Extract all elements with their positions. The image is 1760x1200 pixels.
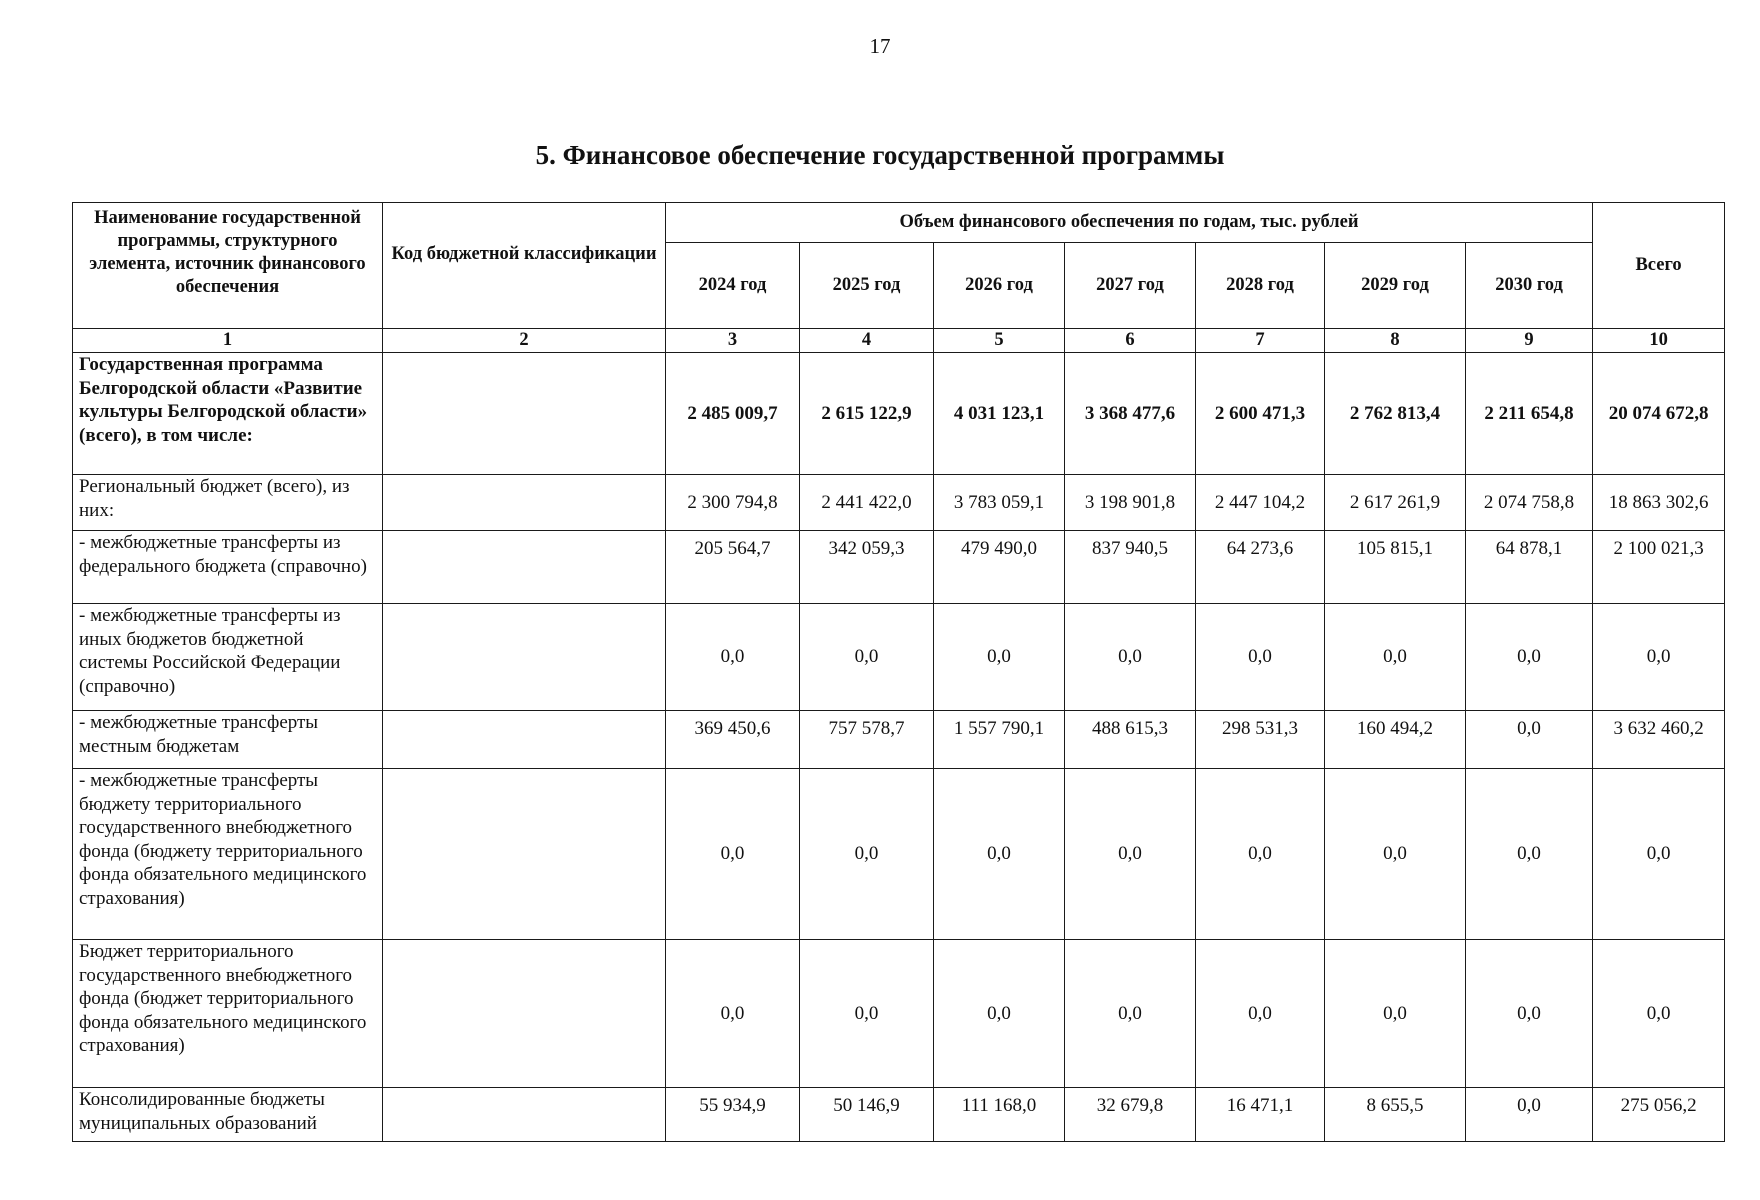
table-row-program-total — [73, 353, 1725, 475]
header-total: Всего — [1593, 203, 1725, 329]
page-number: 17 — [869, 34, 891, 58]
column-number: 6 — [1065, 329, 1196, 353]
value-2029: 0,0 — [1325, 940, 1466, 1088]
value-2029: 2 617 261,9 — [1325, 475, 1466, 531]
table-row-federal-transfers — [73, 531, 1725, 604]
row-code — [383, 1088, 666, 1142]
value-2027: 837 940,5 — [1065, 531, 1196, 604]
value-2030: 0,0 — [1466, 711, 1593, 769]
value-2024: 369 450,6 — [666, 711, 800, 769]
row-name: Бюджет территориального государственного внебюджетного фонда (бюджет территориального фонда обязательного медицинского страхования) — [73, 940, 383, 1088]
column-number-row — [73, 329, 1725, 353]
value-2028: 298 531,3 — [1196, 711, 1325, 769]
row-name: - межбюджетные трансферты местным бюджетам — [73, 711, 383, 769]
value-2026: 3 783 059,1 — [934, 475, 1065, 531]
value-2030: 2 211 654,8 — [1466, 353, 1593, 475]
value-2026: 0,0 — [934, 940, 1065, 1088]
table-row-regional-budget — [73, 475, 1725, 531]
header-year: 2027 год — [1065, 243, 1196, 329]
column-number: 4 — [800, 329, 934, 353]
value-2025: 0,0 — [800, 604, 934, 711]
financing-table — [72, 202, 1725, 1142]
value-2029: 0,0 — [1325, 604, 1466, 711]
header-volume: Объем финансового обеспечения по годам, тыс. рублей — [666, 203, 1593, 243]
value-2025: 342 059,3 — [800, 531, 934, 604]
table-row-local-budget-transfers — [73, 711, 1725, 769]
column-number: 8 — [1325, 329, 1466, 353]
header-year: 2024 год — [666, 243, 800, 329]
value-2030: 2 074 758,8 — [1466, 475, 1593, 531]
value-2028: 0,0 — [1196, 940, 1325, 1088]
value-2026: 0,0 — [934, 604, 1065, 711]
value-total: 20 074 672,8 — [1593, 353, 1725, 475]
row-code — [383, 604, 666, 711]
row-code — [383, 353, 666, 475]
value-2024: 0,0 — [666, 940, 800, 1088]
row-name: Региональный бюджет (всего), из них: — [73, 475, 383, 531]
column-number: 9 — [1466, 329, 1593, 353]
value-2028: 64 273,6 — [1196, 531, 1325, 604]
value-2028: 0,0 — [1196, 604, 1325, 711]
value-2028: 0,0 — [1196, 769, 1325, 940]
row-name: - межбюджетные трансферты из иных бюджетов бюджетной системы Российской Федерации (справочно) — [73, 604, 383, 711]
column-number: 3 — [666, 329, 800, 353]
row-name: Консолидированные бюджеты муниципальных образований — [73, 1088, 383, 1142]
value-2030: 0,0 — [1466, 769, 1593, 940]
row-name: - межбюджетные трансферты бюджету территориального государственного внебюджетного фонда (бюджету территориального фонда обязательного медицинского страхования) — [73, 769, 383, 940]
value-2029: 0,0 — [1325, 769, 1466, 940]
header-row-top — [73, 203, 1725, 243]
table-row-municipal-budgets — [73, 1088, 1725, 1142]
value-2027: 32 679,8 — [1065, 1088, 1196, 1142]
value-2026: 0,0 — [934, 769, 1065, 940]
value-2028: 2 600 471,3 — [1196, 353, 1325, 475]
row-code — [383, 475, 666, 531]
row-name: - межбюджетные трансферты из федерального бюджета (справочно) — [73, 531, 383, 604]
header-code: Код бюджетной классификации — [383, 203, 666, 329]
column-number: 1 — [73, 329, 383, 353]
page-title: 5. Финансовое обеспечение государственной программы — [535, 140, 1225, 170]
header-year: 2028 год — [1196, 243, 1325, 329]
value-2024: 55 934,9 — [666, 1088, 800, 1142]
value-2025: 0,0 — [800, 769, 934, 940]
value-2030: 0,0 — [1466, 940, 1593, 1088]
row-code — [383, 769, 666, 940]
value-total: 0,0 — [1593, 604, 1725, 711]
row-code — [383, 940, 666, 1088]
row-name: Государственная программа Белгородской области «Развитие культуры Белгородской области» (всего), в том числе: — [73, 353, 383, 475]
value-2027: 0,0 — [1065, 769, 1196, 940]
value-total: 0,0 — [1593, 769, 1725, 940]
value-2027: 0,0 — [1065, 604, 1196, 711]
value-2026: 4 031 123,1 — [934, 353, 1065, 475]
value-2024: 2 485 009,7 — [666, 353, 800, 475]
column-number: 5 — [934, 329, 1065, 353]
table-row-territorial-fund-transfers — [73, 769, 1725, 940]
value-total: 2 100 021,3 — [1593, 531, 1725, 604]
value-2029: 2 762 813,4 — [1325, 353, 1466, 475]
column-number: 2 — [383, 329, 666, 353]
table-row-other-budget-transfers — [73, 604, 1725, 711]
value-2030: 0,0 — [1466, 604, 1593, 711]
value-total: 3 632 460,2 — [1593, 711, 1725, 769]
value-2024: 205 564,7 — [666, 531, 800, 604]
value-2028: 16 471,1 — [1196, 1088, 1325, 1142]
row-code — [383, 531, 666, 604]
header-year: 2026 год — [934, 243, 1065, 329]
value-total: 275 056,2 — [1593, 1088, 1725, 1142]
value-2026: 1 557 790,1 — [934, 711, 1065, 769]
value-total: 18 863 302,6 — [1593, 475, 1725, 531]
value-2025: 50 146,9 — [800, 1088, 934, 1142]
value-2026: 479 490,0 — [934, 531, 1065, 604]
value-2029: 105 815,1 — [1325, 531, 1466, 604]
value-2024: 0,0 — [666, 604, 800, 711]
value-2028: 2 447 104,2 — [1196, 475, 1325, 531]
column-number: 7 — [1196, 329, 1325, 353]
value-2025: 0,0 — [800, 940, 934, 1088]
column-number: 10 — [1593, 329, 1725, 353]
row-code — [383, 711, 666, 769]
value-2025: 757 578,7 — [800, 711, 934, 769]
value-2029: 8 655,5 — [1325, 1088, 1466, 1142]
value-2026: 111 168,0 — [934, 1088, 1065, 1142]
value-2025: 2 615 122,9 — [800, 353, 934, 475]
header-year: 2025 год — [800, 243, 934, 329]
value-2027: 488 615,3 — [1065, 711, 1196, 769]
value-2024: 2 300 794,8 — [666, 475, 800, 531]
header-name: Наименование государственной программы, структурного элемента, источник финансового обеспечения — [73, 203, 383, 329]
value-2027: 3 368 477,6 — [1065, 353, 1196, 475]
value-2027: 3 198 901,8 — [1065, 475, 1196, 531]
value-2024: 0,0 — [666, 769, 800, 940]
value-2025: 2 441 422,0 — [800, 475, 934, 531]
value-2029: 160 494,2 — [1325, 711, 1466, 769]
header-year: 2029 год — [1325, 243, 1466, 329]
value-2030: 64 878,1 — [1466, 531, 1593, 604]
value-total: 0,0 — [1593, 940, 1725, 1088]
header-year: 2030 год — [1466, 243, 1593, 329]
value-2027: 0,0 — [1065, 940, 1196, 1088]
table-row-territorial-fund-budget — [73, 940, 1725, 1088]
value-2030: 0,0 — [1466, 1088, 1593, 1142]
